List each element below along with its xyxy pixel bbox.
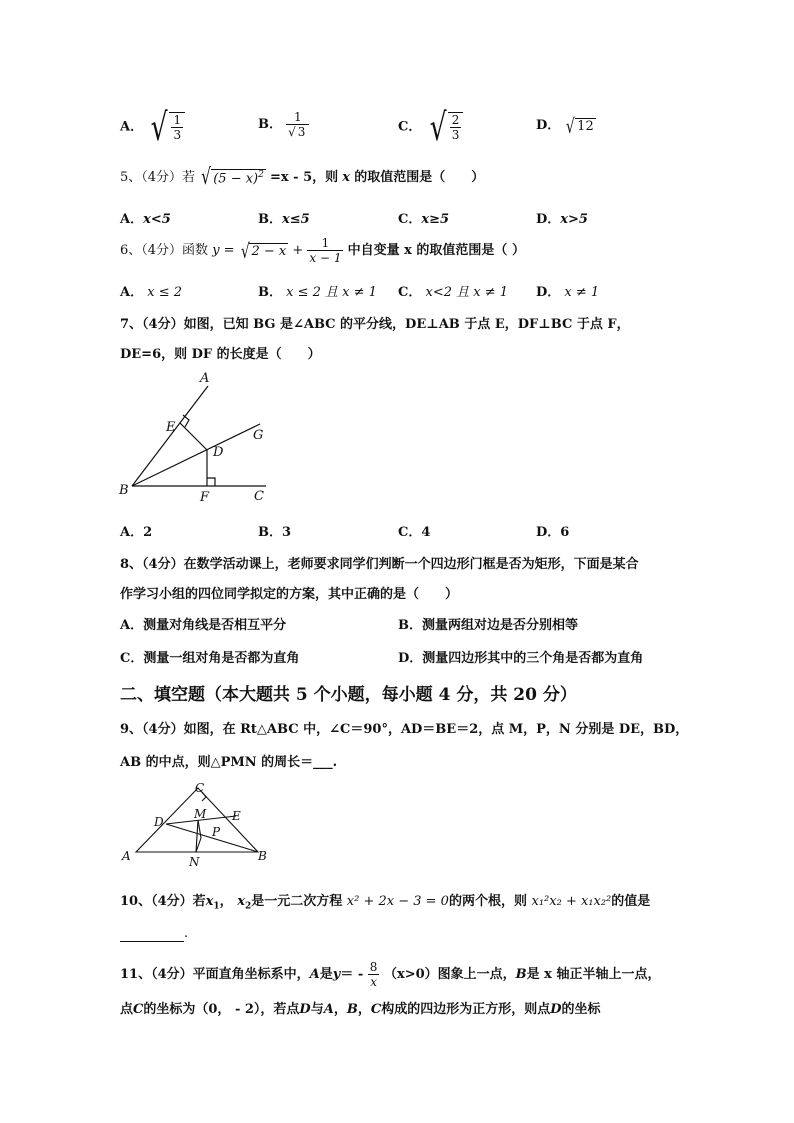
q8-option-a[interactable]: A．测量对角线是否相互平分 (120, 618, 287, 633)
ray-ba (132, 386, 208, 486)
q4-option-d[interactable] (536, 114, 596, 136)
label-d: D (213, 445, 224, 460)
label-e: E (166, 420, 176, 435)
q6-option-d[interactable]: D． x ≠ 1 (536, 285, 600, 300)
q4-option-b[interactable] (258, 110, 309, 139)
answer-blank-10[interactable]: . (120, 926, 188, 942)
q7-option-b[interactable]: B．3 (258, 525, 292, 540)
fraction: $\frac{1}{√ 3}$ (286, 110, 309, 139)
fraction: $\frac{8}{x}$ (369, 960, 378, 989)
segment-pm (198, 820, 201, 838)
sqrt-fraction: √ $\frac{1}{3}$ (147, 108, 185, 146)
label-a: A (122, 849, 131, 863)
q8-option-d[interactable]: D．测量四边形其中的三个角是否都为直角 (398, 651, 644, 666)
fraction: $\frac{1}{x - 1}$ (309, 236, 342, 265)
segment-de (180, 423, 207, 450)
q8-option-b[interactable]: B．测量两组对边是否分别相等 (398, 618, 579, 633)
label-f: F (200, 490, 210, 505)
q4-option-c[interactable] (398, 105, 463, 149)
figure-q7 (110, 368, 280, 508)
question-11-line1: 11、（4分）平面直角坐标系中，A是y＝ - $\frac{8}{x}$ （x>0）图象上一点，B是 x 轴正半轴上一点， (120, 960, 661, 989)
q6-option-c[interactable]: C． x<2 且 x ≠ 1 (398, 285, 509, 300)
q7-option-d[interactable]: D．6 (536, 525, 570, 540)
q7-option-c[interactable]: C．4 (398, 525, 431, 540)
question-9-line2: AB 的中点，则△PMN 的周长＝___. (120, 755, 338, 770)
q8-option-c[interactable]: C．测量一组对角是否都为直角 (120, 651, 300, 666)
question-7-line1: 7、（4分）如图，已知 BG 是∠ABC 的平分线，DE⊥AB 于点 E，DF⊥BC 于点 F， (120, 317, 630, 332)
sqrt-expression: √ $(5 - x)^2$ (201, 164, 264, 190)
label-p: P (212, 825, 221, 839)
option-label: C． (398, 119, 422, 135)
ray-bg (132, 424, 260, 486)
question-11-line2: 点C的坐标为（0， - 2），若点D与A，B，C构成的四边形为正方形，则点D的坐标 (120, 1002, 601, 1017)
question-8-line1: 8、（4分）在数学活动课上，老师要求同学们判断一个四边形门框是否为矩形，下面是某合 (120, 557, 639, 572)
q6-option-a[interactable]: A． x ≤ 2 (120, 285, 182, 300)
right-angle-f (207, 478, 215, 486)
q6-option-b[interactable]: B． x ≤ 2 且 x ≠ 1 (258, 285, 377, 300)
label-b: B (119, 483, 129, 498)
label-m: M (194, 807, 207, 821)
figure-q9 (118, 780, 278, 872)
label-c: C (254, 489, 264, 504)
option-label: A． (120, 119, 144, 135)
q5-option-c[interactable]: C．x≥5 (398, 212, 450, 227)
sqrt-expression: √ 2 − x (240, 238, 287, 263)
label-b: B (258, 849, 267, 863)
question-7-line2: DE=6，则 DF 的长度是（ ） (120, 347, 321, 362)
q5-option-b[interactable]: B．x≤5 (258, 212, 310, 227)
label-a: A (200, 371, 210, 386)
question-8-line2: 作学习小组的四位同学拟定的方案，其中正确的是（ ） (120, 587, 459, 602)
question-9-line1: 9、（4分）如图，在 Rt△ABC 中，∠C＝90°，AD＝BE＝2，点 M，P，N 分别是 DE，BD， (120, 722, 689, 737)
q7-option-a[interactable]: A．2 (120, 525, 153, 540)
option-label: D． (536, 118, 561, 133)
label-e: E (232, 809, 241, 823)
q4-option-a[interactable] (120, 105, 185, 149)
q5-option-a[interactable]: A．x<5 (120, 212, 171, 227)
sqrt-fraction: √ $\frac{2}{3}$ (426, 108, 464, 146)
label-g: G (253, 428, 264, 443)
label-c: C (195, 781, 205, 795)
question-6: 6、（4分）函数 y = √ 2 − x + $\frac{1}{x - 1}$ 中自变量 x 的取值范围是（ ） (120, 236, 525, 265)
label-n: N (189, 855, 200, 869)
question-5: 5、（4分）若 √ $(5 - x)^2$ =x - 5，则 x 的取值范围是（ ） (120, 164, 485, 190)
label-d: D (154, 815, 164, 829)
q5-option-d[interactable]: D．x>5 (536, 212, 588, 227)
option-label: B． (258, 117, 282, 132)
section-heading: 二、填空题（本大题共 5 个小题，每小题 4 分，共 20 分） (120, 685, 577, 705)
sqrt: √ 12 (566, 113, 594, 138)
question-10: 10、（4分）若$x_1$， $x_2$是一元二次方程 x² + 2x − 3 = 0的两个根，则 x₁²x₂ + x₁x₂²的值是 (120, 894, 651, 912)
